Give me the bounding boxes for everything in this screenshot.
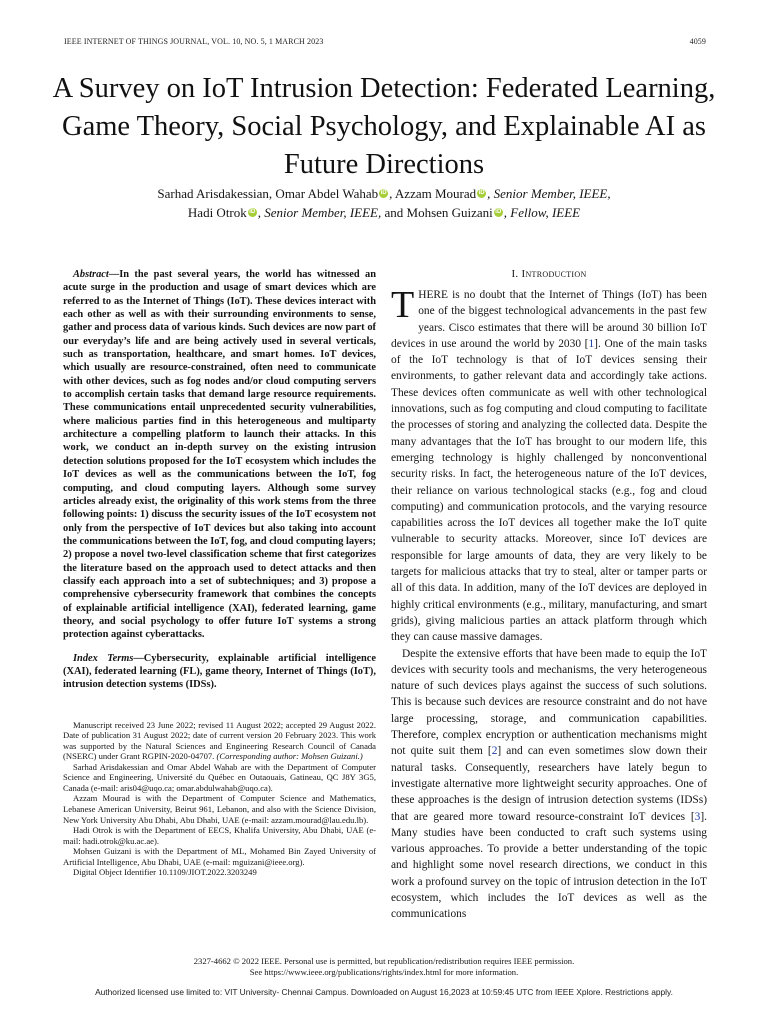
- author-names-1: Sarhad Arisdakessian, Omar Abdel Wahab: [157, 186, 379, 201]
- orcid-icon[interactable]: iD: [249, 208, 256, 215]
- paragraph-text: Despite the extensive efforts that have been made to equip the IoT devices with security tools and mechanisms, the very heterogeneous nature of such devices plays against the success of such solutions. This is because such devices are resource constraint and do not have large processing, storage, and communication capabilities. Therefore, complex encryption or authentication mechanisms might not quite suit them [: [391, 647, 707, 758]
- copyright-line: 2327-4662 © 2022 IEEE. Personal use is permitted, but republication/redistribution requires IEEE permission.: [193, 956, 575, 966]
- footnotes: [63, 720, 376, 878]
- author-role: , Fellow, IEEE: [503, 204, 581, 220]
- intro-paragraph-1: [391, 284, 707, 646]
- rights-link[interactable]: See https://www.ieee.org/publications/rights/index.html for more information.: [249, 967, 519, 977]
- author-role: , Senior Member, IEEE,: [257, 204, 382, 220]
- corresponding-author: (Corresponding author: Mohsen Guizani.): [216, 751, 363, 762]
- paper-title: A Survey on IoT Intrusion Detection: Federated Learning, Game Theory, Social Psychology, and Explainable AI as Future Directions: [52, 73, 716, 180]
- footnote-manuscript: [63, 720, 376, 762]
- intro-paragraph-2: [391, 646, 707, 923]
- footnote-affiliation-1: Sarhad Arisdakessian and Omar Abdel Wahab are with the Department of Computer Science and Engineering, Université du Québec en Outaouais, Gatineau, QC J8Y 3G5, Canada (e-mail: aris04@uqo.ca; omar.abdulwahab@uqo.ca).: [63, 761, 376, 793]
- doi: Digital Object Identifier 10.1109/JIOT.2022.3203249: [73, 867, 257, 878]
- author-name-guizani: and Mohsen Guizani: [381, 204, 493, 220]
- paragraph-text: HERE is no doubt that the Internet of Things (IoT) has been one of the biggest technological advancements in the past few years. Cisco estimates that there will be around 30 billion IoT devices in use around the world by 2030 [: [391, 289, 707, 350]
- paragraph-text: ]. One of the main tasks of the IoT technology is that of IoT devices sensing their environments, to gather relevant data and accordingly take actions. These devices often communicate as well with other technological innovations, such as fog computing and cloud computing to facilitate the processes of storing and analyzing the collected data. Despite the many advantages that the IoT has brought to our modern life, this emerging technology is highly challenged by nonconventional security risks. In fact, the heterogeneous nature of the IoT devices, their reliance on various technological stacks (e.g., fog and cloud computing) and communication protocols, and the varying resource capabilities across the IoT devices all together make the IoT quite vulnerable to security attacks. Moreover, since IoT devices are responsible for large amounts of data, they are very likely to be targets for malicious attacks that try to steal, alter or tamper parts or all of this data. In addition, many of the IoT devices are deployed in highly critical environments (e.g., military, manufacturing, and smart grids), giving malicious parties an attack platform through which they can cause massive damages.: [391, 337, 707, 644]
- page-number: 4059: [689, 37, 706, 46]
- footnote-affiliation-3: Hadi Otrok is with the Department of EECS, Khalifa University, Abu Dhabi, UAE (e-mail: hadi.otrok@ku.ac.ae).: [63, 825, 376, 846]
- footnote-affiliation-2: Azzam Mourad is with the Department of Computer Science and Mathematics, Lebanese American University, Beirut 961, Lebanon, and also with the Science Division, New York University Abu Dhabi, Abu Dhabi, UAE (e-mail: azzam.mourad@lau.edu.lb).: [63, 793, 376, 825]
- abstract-text: —In the past several years, the world has witnessed an acute surge in the production and usage of smart devices which are referred to as the Internet of Things (IoT). These devices interact with each other as well as with their surrounding environments to sense, gather and process data of various kinds. Such devices are now part of our everyday’s life and are being actively used in several verticals, such as transportation, healthcare, and smart homes. IoT devices, which usually are resource-constrained, often need to communicate with other devices, such as fog nodes and/or cloud computing servers to accomplish certain tasks that demand large resource requirements. These communications entail unprecedented security vulnerabilities, where malicious parties find in this heterogeneous and multiparty architecture a compelling platform to launch their attacks. In this work, we conduct an in-depth survey on the existing intrusion detection solutions proposed for the IoT ecosystem which includes the IoT devices as well as the communications between the IoT, fog computing, and cloud computing layers. Although some survey articles already exist, the originality of this work stems from the three following points: 1) discuss the security issues of the IoT ecosystem not only from the perspective of IoT devices but also taking into account the communications between the IoT, fog, and cloud computing layers; 2) propose a novel two-level classification scheme that first categorizes the literature based on the approach used to detect attacks and then classify each approach into a set of subtechniques; and 3) propose a comprehensive cybersecurity framework that combines the concepts of explainable artificial intelligence (XAI), federated learning, game theory, and social psychology to offer future IoT systems a strong protection against cyberattacks.: [63, 269, 376, 641]
- citation-link[interactable]: 3: [694, 810, 701, 823]
- author-list: [40, 185, 728, 222]
- left-column: [63, 268, 376, 878]
- copyright-notice: [0, 956, 768, 978]
- author-name-mourad: , Azzam Mourad: [389, 186, 477, 201]
- orcid-icon[interactable]: iD: [478, 190, 485, 196]
- drop-cap: T: [391, 284, 415, 326]
- paragraph-text: ] and can even sometimes slow down their natural tasks. Consequently, researchers have lately begun to investigate alternative more lightweight security approaches. One of these approaches is the design of intrusion detection systems (IDSs) that are geared more toward resource-constraint IoT devices [: [391, 745, 707, 823]
- journal-info: IEEE INTERNET OF THINGS JOURNAL, VOL. 10, NO. 5, 1 MARCH 2023: [64, 37, 324, 46]
- abstract: [63, 268, 376, 642]
- orcid-icon[interactable]: iD: [380, 190, 387, 196]
- paragraph-text: ]. Many studies have been conducted to craft such systems using various approaches. To provide a better understanding of the topic and highlight some novel research directions, we conduct in this work a profound survey on the topic of intrusion detection in the IoT ecosystem, which includes the IoT devices as well as the communications: [391, 810, 707, 921]
- citation-link[interactable]: 1: [588, 337, 595, 350]
- authorized-use-banner: Authorized licensed use limited to: VIT University- Chennai Campus. Downloaded on August 16,2023 at 10:59:45 UTC from IEEE Xplore. Restrictions apply.: [95, 987, 673, 997]
- abstract-label: Abstract: [73, 269, 109, 280]
- citation-link[interactable]: 2: [491, 745, 498, 758]
- author-role: , Senior Member, IEEE,: [487, 186, 611, 201]
- index-terms: [63, 652, 376, 692]
- section-title: Introduction: [521, 268, 587, 280]
- author-name-otrok: Hadi Otrok: [187, 204, 247, 220]
- index-terms-text: —Cybersecurity, explainable artificial intelligence (XAI), federated learning (FL), game theory, Internet of Things (IoT), intrusion detection systems (IDSs).: [63, 652, 376, 691]
- section-number: I.: [511, 268, 522, 280]
- footnote-affiliation-4: Mohsen Guizani is with the Department of ML, Mohamed Bin Zayed University of Artificial Intelligence, Abu Dhabi, UAE (e-mail: mguizani@ieee.org).: [63, 846, 376, 867]
- running-header: [64, 37, 706, 46]
- right-column: [391, 268, 707, 923]
- footnote-text: Manuscript received 23 June 2022; revised 11 August 2022; accepted 29 August 2022. Date of publication 31 August 2022; date of current version 20 February 2023. This work was supported by the Natural Sciences and Engineering Research Council of Canada (NSERC) under Grant RGPIN-2020-04707.: [63, 719, 376, 762]
- section-heading: [391, 268, 707, 281]
- index-terms-label: Index Terms: [73, 652, 134, 664]
- orcid-icon[interactable]: iD: [495, 208, 502, 215]
